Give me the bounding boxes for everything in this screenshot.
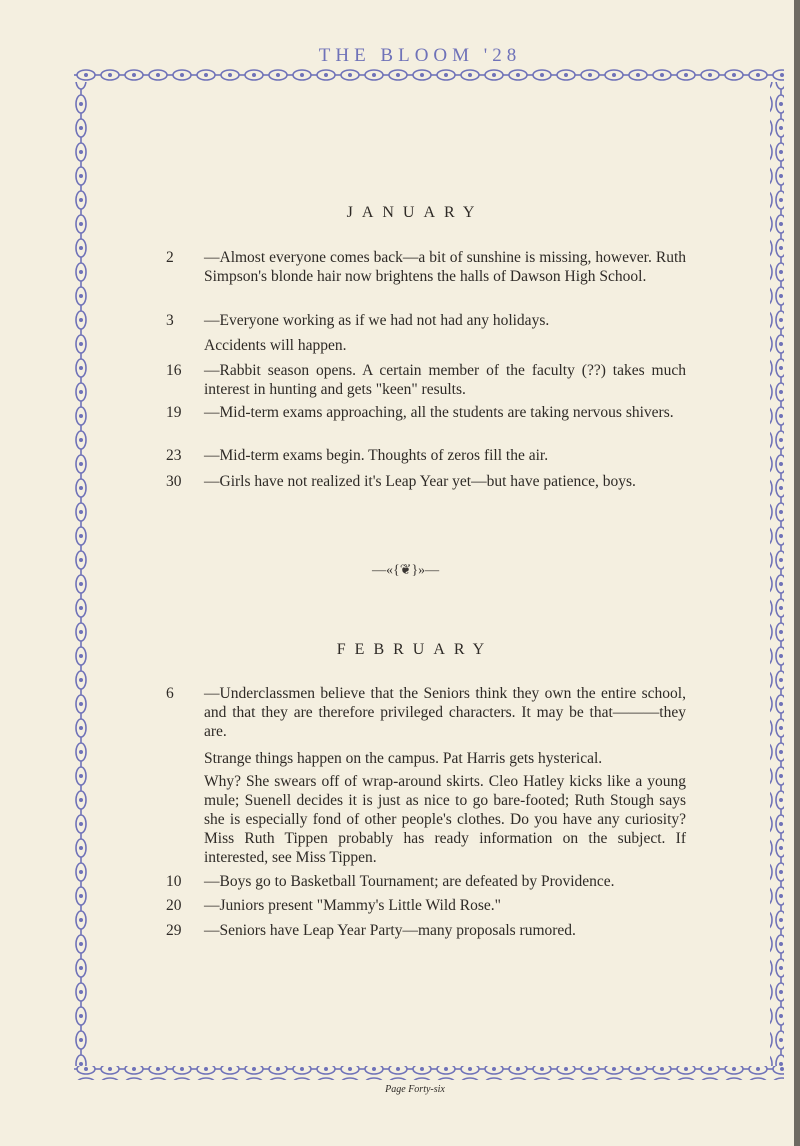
february-heading: FEBRUARY [336,641,494,658]
february-paragraph: Strange things happen on the campus. Pat Harris gets hysterical. [204,750,603,767]
january-entry [166,361,686,399]
february-entry [166,684,686,741]
january-entry [166,472,686,491]
entry-text: —Juniors present "Mammy's Little Wild Rose." [204,897,501,914]
entry-day: 23 [166,447,182,464]
entry-text: —Rabbit season opens. A certain member of the faculty (??) takes much interest in hunting and gets "keen" results. [204,362,686,398]
entry-day: 16 [166,362,182,379]
entry-day: 19 [166,404,182,421]
entry-text: —Mid-term exams begin. Thoughts of zeros fill the air. [204,447,549,464]
entry-text: —Everyone working as if we had not had any holidays. [204,312,550,329]
february-paragraph: Why? She swears off of wrap-around skirts. Cleo Hatley kicks like a young mule; Suenell decides it is just as nice to go bare-footed; Ruth Stough says she is especially fond of other people's clothes. Do you have any curiosity? Miss Ruth Tippen probably has ready information on the subject. If interested, see Miss Tippen. [204,773,686,866]
section-ornament: —«{❦}»— [372,563,440,578]
entry-text: —Almost everyone comes back—a bit of sunshine is missing, however. Ruth Simpson's blonde hair now brightens the halls of Dawson High School. [204,249,686,285]
entry-day: 10 [166,873,182,890]
entry-text: —Mid-term exams approaching, all the students are taking nervous shivers. [204,404,674,421]
january-heading: JANUARY [346,204,484,221]
page-edge [794,0,800,1146]
january-paragraph: Accidents will happen. [204,337,347,354]
january-entry [166,248,686,286]
entry-day: 20 [166,897,182,914]
entry-day: 2 [166,249,174,266]
entry-day: 6 [166,685,174,702]
january-entry [166,311,686,330]
page-header-title: THE BLOOM '28 [318,45,522,66]
january-entry [166,446,686,465]
february-entry [166,872,686,891]
february-entry [166,921,686,940]
february-entry [166,896,686,915]
entry-text: —Seniors have Leap Year Party—many proposals rumored. [204,922,576,939]
page-number: Page Forty-six [385,1084,445,1095]
entry-text: —Girls have not realized it's Leap Year yet—but have patience, boys. [204,473,636,490]
entry-day: 3 [166,312,174,329]
entry-day: 30 [166,473,182,490]
january-entry [166,403,686,422]
entry-text: —Underclassmen believe that the Seniors think they own the entire school, and that they are therefore privileged characters. It may be that———they are. [204,685,686,740]
entry-text: —Boys go to Basketball Tournament; are defeated by Providence. [204,873,615,890]
entry-day: 29 [166,922,182,939]
